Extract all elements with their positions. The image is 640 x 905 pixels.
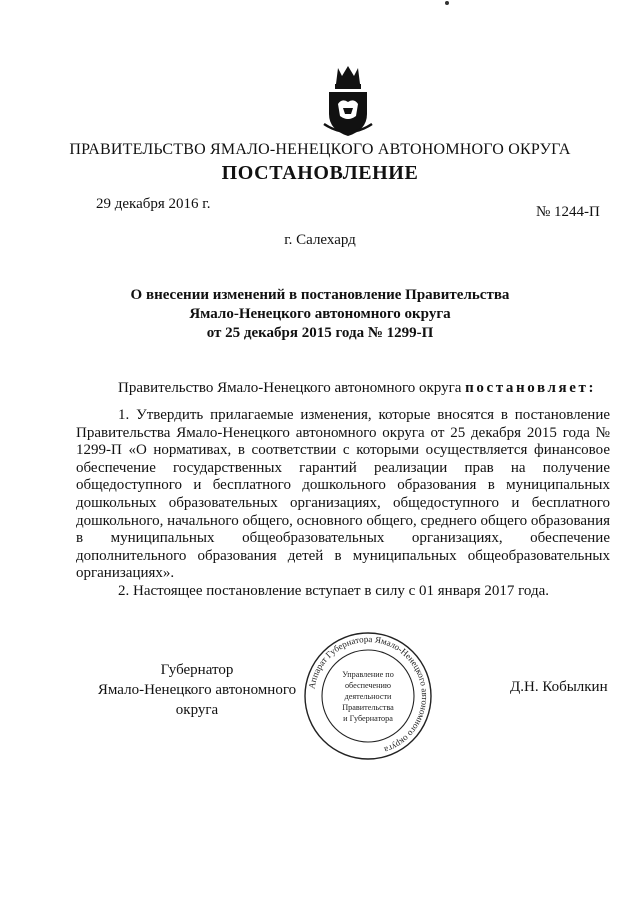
- document-body: [76, 407, 610, 601]
- document-city: г. Салехард: [284, 232, 356, 248]
- document-type-heading: ПОСТАНОВЛЕНИЕ: [221, 162, 419, 184]
- body-paragraph: 2. Настоящее постановление вступает в силу с 01 января 2017 года.: [118, 582, 550, 599]
- document-date: 29 декабря 2016 г.: [96, 196, 211, 212]
- document-number: № 1244-П: [536, 204, 600, 220]
- coat-of-arms-emblem: [322, 64, 374, 138]
- signatory-role-line: Губернатор: [160, 662, 234, 678]
- signatory-role: [78, 660, 316, 720]
- signatory-name: Д.Н. Кобылкин: [510, 679, 608, 695]
- preamble: [118, 380, 596, 397]
- preamble-action: постановляет:: [465, 380, 597, 396]
- body-paragraph: 1. Утвердить прилагаемые изменения, которые вносятся в постановление Правительства Ямало-Ненецкого автономного округа от 25 декабря 2015 года № 1299-П «О нормативах, в соответствии с которыми осуществляется финансовое обеспечение государственных гарантий реализации прав на получение общедоступного и бесплатного дошкольного образования в муниципальных дошкольных образовательных организациях, общедоступного и бесплатного дошкольного, начального общего, основного общего, среднего общего образования в муниципальных общеобразовательных организациях, обеспечение дополнительного образования детей в муниципальных общеобразовательных организациях».: [76, 407, 610, 582]
- signatory-role-line: Ямало-Ненецкого автономного округа: [97, 682, 297, 718]
- stamp-center-line: обеспечению: [344, 681, 392, 690]
- stamp-center-line: Правительства: [342, 703, 394, 712]
- stamp-center-line: деятельности: [344, 692, 392, 701]
- stamp-center-line: и Губернатора: [343, 714, 393, 723]
- preamble-text: Правительство Ямало-Ненецкого автономного округа: [118, 380, 466, 396]
- government-title: ПРАВИТЕЛЬСТВО ЯМАЛО-НЕНЕЦКОГО АВТОНОМНОГО ОКРУГА: [69, 141, 571, 158]
- subject-line: от 25 декабря 2015 года № 1299-П: [206, 325, 434, 341]
- stamp-center-line: Управление по: [342, 670, 394, 679]
- subject-line: Ямало-Ненецкого автономного округа: [189, 306, 451, 322]
- scan-mark: [444, 0, 450, 6]
- stamp-ring-text: Аппарат Губернатора Ямало-Ненецкого автономного округа: [306, 633, 431, 756]
- official-stamp: [302, 630, 434, 762]
- subject-line: О внесении изменений в постановление Правительства: [130, 287, 510, 303]
- document-subject: [0, 286, 640, 343]
